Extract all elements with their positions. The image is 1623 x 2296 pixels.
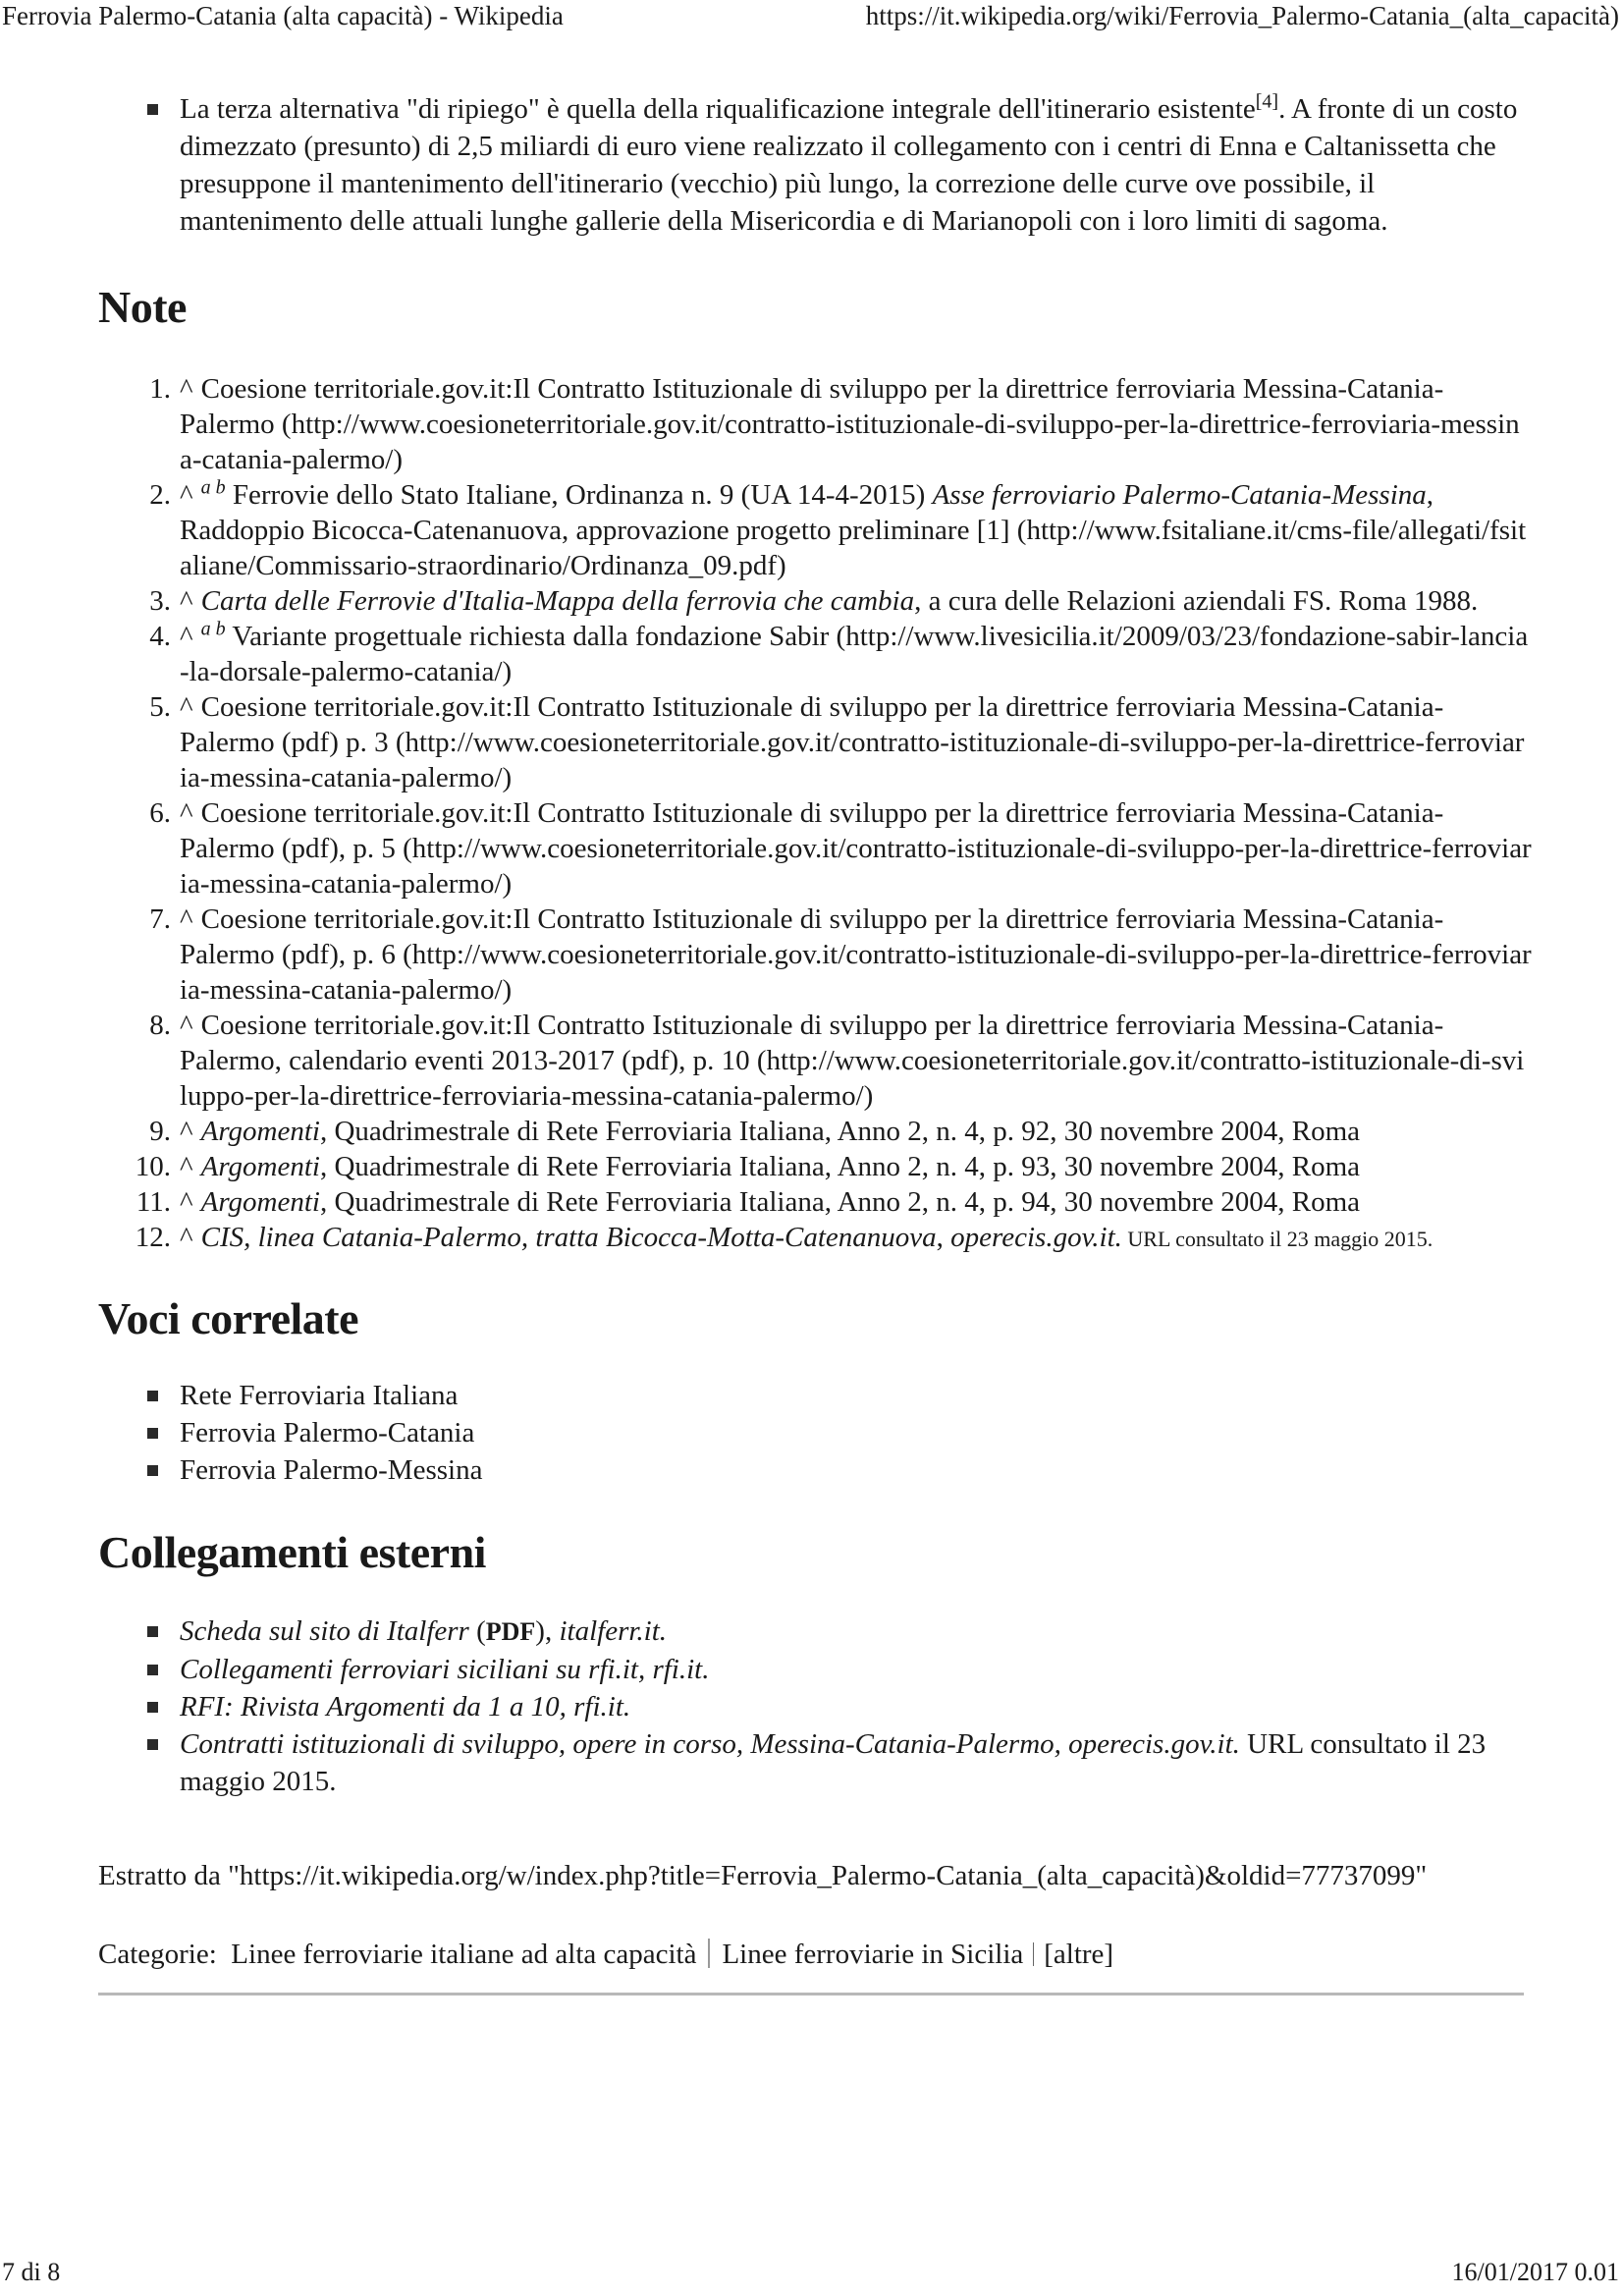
list-item <box>98 1451 1532 1489</box>
note-number: 1. <box>149 373 171 405</box>
list-item <box>98 1725 1532 1800</box>
section-heading-voci-correlate: Voci correlate <box>98 1293 359 1343</box>
note-number: 5. <box>149 691 171 723</box>
note-text: Coesione territoriale.gov.it:Il Contratto Istituzionale di sviluppo per la direttrice ferroviaria Messina-Catania-Palermo, calendario eventi 2013-2017 (pdf), p. 10 <box>180 1010 1444 1076</box>
paren-text: ), <box>535 1615 560 1647</box>
note-url-link[interactable]: (http://www.livesicilia.it/2009/03/23/fondazione-sabir-lancia-la-dorsale-palermo-catania/) <box>180 621 1529 687</box>
note-text: Coesione territoriale.gov.it:Il Contratto Istituzionale di sviluppo per la direttrice ferroviaria Messina-Catania-Palermo (pdf), p. 5 <box>180 797 1444 864</box>
pdf-label: PDF <box>485 1617 536 1646</box>
intro-list <box>98 90 1532 240</box>
page-number: 7 di 8 <box>2 2258 61 2286</box>
site-label: italferr.it. <box>559 1615 668 1647</box>
note-text: , <box>936 1222 951 1253</box>
note-item <box>98 1114 1532 1149</box>
note-access-date: URL consultato il 23 maggio 2015. <box>1121 1227 1434 1251</box>
external-link[interactable]: Contratti istituzionali di sviluppo, opere in corso, Messina-Catania-Palermo, operecis.gov.it. <box>180 1728 1240 1760</box>
note-item <box>98 689 1532 795</box>
note-item <box>98 1184 1532 1220</box>
reference-link[interactable]: [4] <box>1255 90 1279 113</box>
note-url-link[interactable]: (http://www.coesioneterritoriale.gov.it/contratto-istituzionale-di-sviluppo-per-la-direttrice-ferroviaria-messina-catania-palermo/) <box>180 1045 1525 1112</box>
note-url-link[interactable]: (http://www.coesioneterritoriale.gov.it/contratto-istituzionale-di-sviluppo-per-la-direttrice-ferroviaria-messina-catania-palermo/) <box>180 727 1525 793</box>
print-header <box>0 0 1623 39</box>
note-item <box>98 902 1532 1008</box>
note-text: Coesione territoriale.gov.it:Il Contratto Istituzionale di sviluppo per la direttrice ferroviaria Messina-Catania-Palermo (pdf) p. 3 <box>180 691 1444 758</box>
note-number: 8. <box>149 1010 171 1041</box>
note-number: 3. <box>149 585 171 617</box>
note-number: 4. <box>149 621 171 652</box>
backlink-caret[interactable]: ^ <box>180 585 193 617</box>
note-italic-text: Argomenti <box>200 1151 320 1182</box>
list-item <box>98 90 1532 240</box>
access-date: URL consultato il 23 maggio 2015. <box>180 1728 1487 1797</box>
paren-text: ( <box>468 1615 486 1647</box>
backlink-caret[interactable]: ^ <box>180 903 193 935</box>
intro-text-b: . A fronte di un costo dimezzato (presunto) di 2,5 miliardi di euro viene realizzato il collegamento con i centri di Enna e Caltanissetta che presuppone il mantenimento dell'itinerario (vecchio) più lungo, la correzione delle curve ove possibile, il mantenimento delle attuali lunghe gallerie della Misericordia e di Marianopoli con i loro limiti di sagoma. <box>180 93 1518 237</box>
note-italic-text: Asse ferroviario Palermo-Catania-Messina <box>932 479 1427 511</box>
list-item <box>98 1613 1532 1651</box>
note-number: 11. <box>135 1186 171 1218</box>
external-link[interactable]: Scheda sul sito di Italferr <box>180 1615 469 1647</box>
backlink-caret[interactable]: ^ <box>180 1116 193 1147</box>
print-page-title: Ferrovia Palermo-Catania (alta capacità) - Wikipedia <box>2 1 564 30</box>
more-categories-link[interactable]: [altre] <box>1044 1939 1114 1970</box>
note-number: 10. <box>135 1151 171 1182</box>
category-link[interactable]: Linee ferroviarie italiane ad alta capacità <box>231 1939 697 1970</box>
section-heading-note: Note <box>98 282 187 332</box>
backlink-caret[interactable]: ^ <box>180 691 193 723</box>
print-page-url: https://it.wikipedia.org/wiki/Ferrovia_Palermo-Catania_(alta_capacità) <box>865 1 1619 30</box>
list-item <box>98 1651 1532 1688</box>
backlink-caret[interactable]: ^ <box>180 621 193 652</box>
backlink-letters[interactable]: a b <box>200 476 226 499</box>
note-number: 7. <box>149 903 171 935</box>
categories-label: Categorie: <box>98 1939 217 1970</box>
note-url-link[interactable]: (http://www.coesioneterritoriale.gov.it/contratto-istituzionale-di-sviluppo-per-la-direttrice-ferroviaria-messina-catania-palermo/) <box>180 409 1520 475</box>
note-italic-text: operecis.gov.it. <box>950 1222 1122 1253</box>
external-link[interactable]: RFI: Rivista Argomenti da 1 a 10, rfi.it. <box>180 1691 631 1722</box>
note-number: 9. <box>149 1116 171 1147</box>
note-item <box>98 619 1532 689</box>
backlink-caret[interactable]: ^ <box>180 1010 193 1041</box>
backlink-caret[interactable]: ^ <box>180 479 193 511</box>
note-text: , Raddoppio Bicocca-Catenanuova, approvazione progetto preliminare [1] <box>180 479 1434 546</box>
note-number: 6. <box>149 797 171 829</box>
list-item <box>98 1377 1532 1414</box>
note-item <box>98 371 1532 477</box>
note-item <box>98 1008 1532 1114</box>
backlink-letters[interactable]: a b <box>200 618 226 640</box>
backlink-caret[interactable]: ^ <box>180 1151 193 1182</box>
note-url-link[interactable]: (http://www.coesioneterritoriale.gov.it/contratto-istituzionale-di-sviluppo-per-la-direttrice-ferroviaria-messina-catania-palermo/) <box>180 833 1532 900</box>
note-text: Coesione territoriale.gov.it:Il Contratto Istituzionale di sviluppo per la direttrice ferroviaria Messina-Catania-Palermo (pdf), p. 6 <box>180 903 1444 970</box>
horizontal-rule <box>98 1993 1524 1995</box>
note-url-link[interactable]: (http://www.coesioneterritoriale.gov.it/contratto-istituzionale-di-sviluppo-per-la-direttrice-ferroviaria-messina-catania-palermo/) <box>180 939 1532 1006</box>
section-heading-collegamenti-esterni: Collegamenti esterni <box>98 1527 486 1577</box>
retrieved-from: Estratto da "https://it.wikipedia.org/w/index.php?title=Ferrovia_Palermo-Catania_(alta_capacità)&oldid=77737099" <box>98 1860 1428 1891</box>
category-link[interactable]: Linee ferroviarie in Sicilia <box>722 1939 1024 1970</box>
note-italic-link[interactable]: CIS, linea Catania-Palermo, tratta Bicocca-Motta-Catenanuova <box>200 1222 937 1253</box>
backlink-caret[interactable]: ^ <box>180 1186 193 1218</box>
backlink-caret[interactable]: ^ <box>180 373 193 405</box>
related-link[interactable]: Ferrovia Palermo-Messina <box>180 1454 483 1486</box>
note-url-link[interactable]: (http://www.fsitaliane.it/cms-file/allegati/fsitaliane/Commissario-straordinario/Ordinanza_09.pdf) <box>180 515 1527 581</box>
related-link[interactable]: Ferrovia Palermo-Catania <box>180 1417 475 1449</box>
note-italic-text: Argomenti <box>200 1116 320 1147</box>
related-link[interactable]: Rete Ferroviaria Italiana <box>180 1380 459 1411</box>
note-number: 12. <box>135 1222 171 1253</box>
category-bar <box>98 1936 1532 1973</box>
related-list <box>98 1377 1532 1489</box>
intro-text-a: La terza alternativa "di ripiego" è quella della riqualificazione integrale dell'itinerario esistente <box>180 93 1256 125</box>
note-item <box>98 1149 1532 1184</box>
print-footer <box>0 2257 1623 2296</box>
list-item <box>98 1414 1532 1451</box>
note-text: Ferrovie dello Stato Italiane, Ordinanza n. 9 (UA 14-4-2015) <box>232 479 933 511</box>
backlink-caret[interactable]: ^ <box>180 1222 193 1253</box>
note-text: , Quadrimestrale di Rete Ferroviaria Italiana, Anno 2, n. 4, p. 93, 30 novembre 2004, Roma <box>319 1151 1361 1182</box>
note-item <box>98 795 1532 902</box>
note-text: , Quadrimestrale di Rete Ferroviaria Italiana, Anno 2, n. 4, p. 94, 30 novembre 2004, Roma <box>319 1186 1361 1218</box>
category-separator <box>1033 1942 1034 1966</box>
note-text: , Quadrimestrale di Rete Ferroviaria Italiana, Anno 2, n. 4, p. 92, 30 novembre 2004, Roma <box>319 1116 1361 1147</box>
article-content <box>98 90 1532 1995</box>
note-italic-text: Argomenti <box>200 1186 320 1218</box>
backlink-caret[interactable]: ^ <box>180 797 193 829</box>
note-item <box>98 1220 1532 1257</box>
external-links-list <box>98 1613 1532 1800</box>
list-item <box>98 1688 1532 1725</box>
note-text: , a cura delle Relazioni aziendali FS. Roma 1988. <box>914 585 1479 617</box>
note-number: 2. <box>149 479 171 511</box>
note-item <box>98 477 1532 583</box>
note-italic-text: Carta delle Ferrovie d'Italia-Mappa della ferrovia che cambia <box>200 585 915 617</box>
note-item <box>98 583 1532 619</box>
external-link[interactable]: Collegamenti ferroviari siciliani su rfi.it, rfi.it. <box>180 1654 710 1685</box>
notes-list <box>98 371 1532 1257</box>
print-datetime: 16/01/2017 0.01 <box>1451 2258 1619 2286</box>
note-text: Coesione territoriale.gov.it:Il Contratto Istituzionale di sviluppo per la direttrice ferroviaria Messina-Catania-Palermo <box>180 373 1444 440</box>
note-text: Variante progettuale richiesta dalla fondazione Sabir <box>232 621 837 652</box>
category-separator <box>708 1939 710 1968</box>
